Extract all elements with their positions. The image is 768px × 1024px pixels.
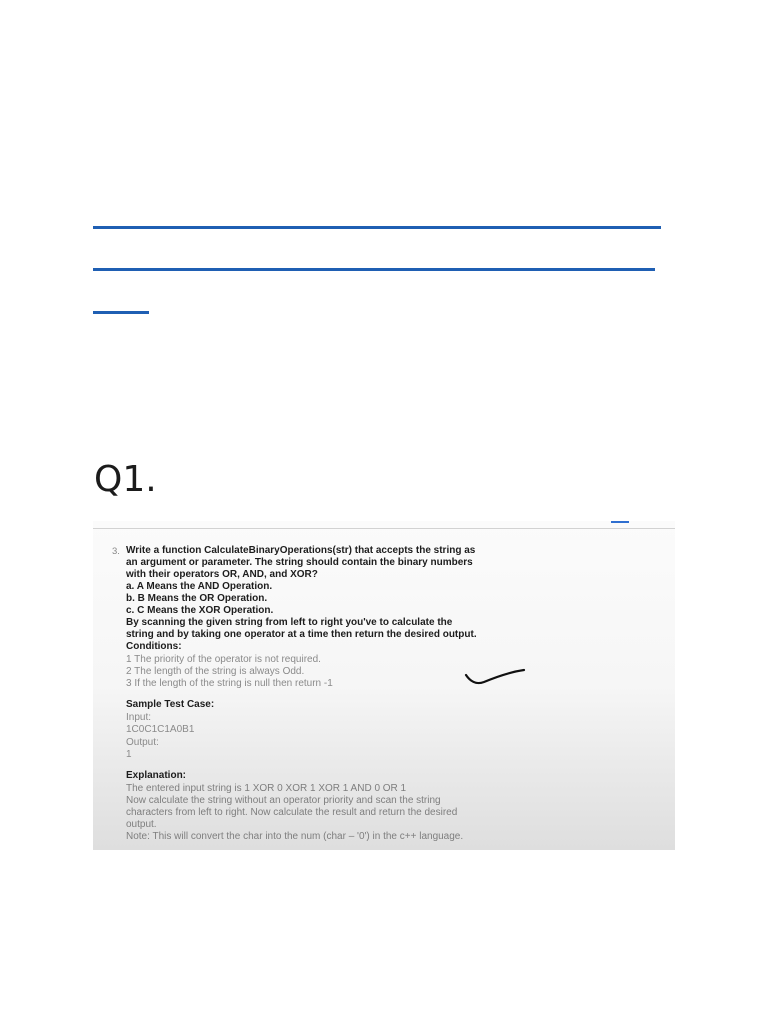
prompt-line: c. C Means the XOR Operation. — [126, 605, 274, 616]
question-label: Q1. — [94, 459, 157, 500]
prompt-line: string and by taking one operator at a time then return the desired output. — [126, 629, 477, 640]
prompt-line: an argument or parameter. The string should contain the binary numbers — [126, 557, 473, 568]
prompt-line: Write a function CalculateBinaryOperations(str) that accepts the string as — [126, 545, 476, 556]
sample-heading: Sample Test Case: — [126, 699, 215, 710]
output-label: Output: — [126, 737, 159, 748]
prompt-line: b. B Means the OR Operation. — [126, 593, 268, 604]
explanation-line: Note: This will convert the char into the num (char – '0') in the c++ language. — [126, 831, 464, 842]
input-value: 1C0C1C1A0B1 — [126, 724, 195, 735]
prompt-line: a. A Means the AND Operation. — [126, 581, 273, 592]
checkmark-icon — [464, 667, 526, 689]
conditions-heading: Conditions: — [126, 641, 182, 652]
explanation-line: Now calculate the string without an operator priority and scan the string — [126, 795, 441, 806]
output-value: 1 — [126, 749, 132, 760]
divider-line — [93, 268, 655, 271]
screenshot-top-border — [93, 528, 675, 529]
condition-item: 1 The priority of the operator is not required. — [126, 654, 321, 665]
explanation-line: output. — [126, 819, 157, 830]
question-screenshot — [93, 521, 675, 850]
screenshot-accent-bar — [611, 521, 629, 523]
condition-item: 2 The length of the string is always Odd. — [126, 666, 305, 677]
prompt-line: with their operators OR, AND, and XOR? — [126, 569, 318, 580]
explanation-heading: Explanation: — [126, 770, 187, 781]
input-label: Input: — [126, 712, 152, 723]
prompt-line: By scanning the given string from left to right you've to calculate the — [126, 617, 453, 628]
explanation-line: characters from left to right. Now calculate the result and return the desired — [126, 807, 458, 818]
explanation-line: The entered input string is 1 XOR 0 XOR 1 XOR 1 AND 0 OR 1 — [126, 783, 407, 794]
divider-line — [93, 311, 149, 314]
divider-line — [93, 226, 661, 229]
question-number: 3. — [112, 546, 120, 557]
condition-item: 3 If the length of the string is null then return -1 — [126, 678, 333, 689]
